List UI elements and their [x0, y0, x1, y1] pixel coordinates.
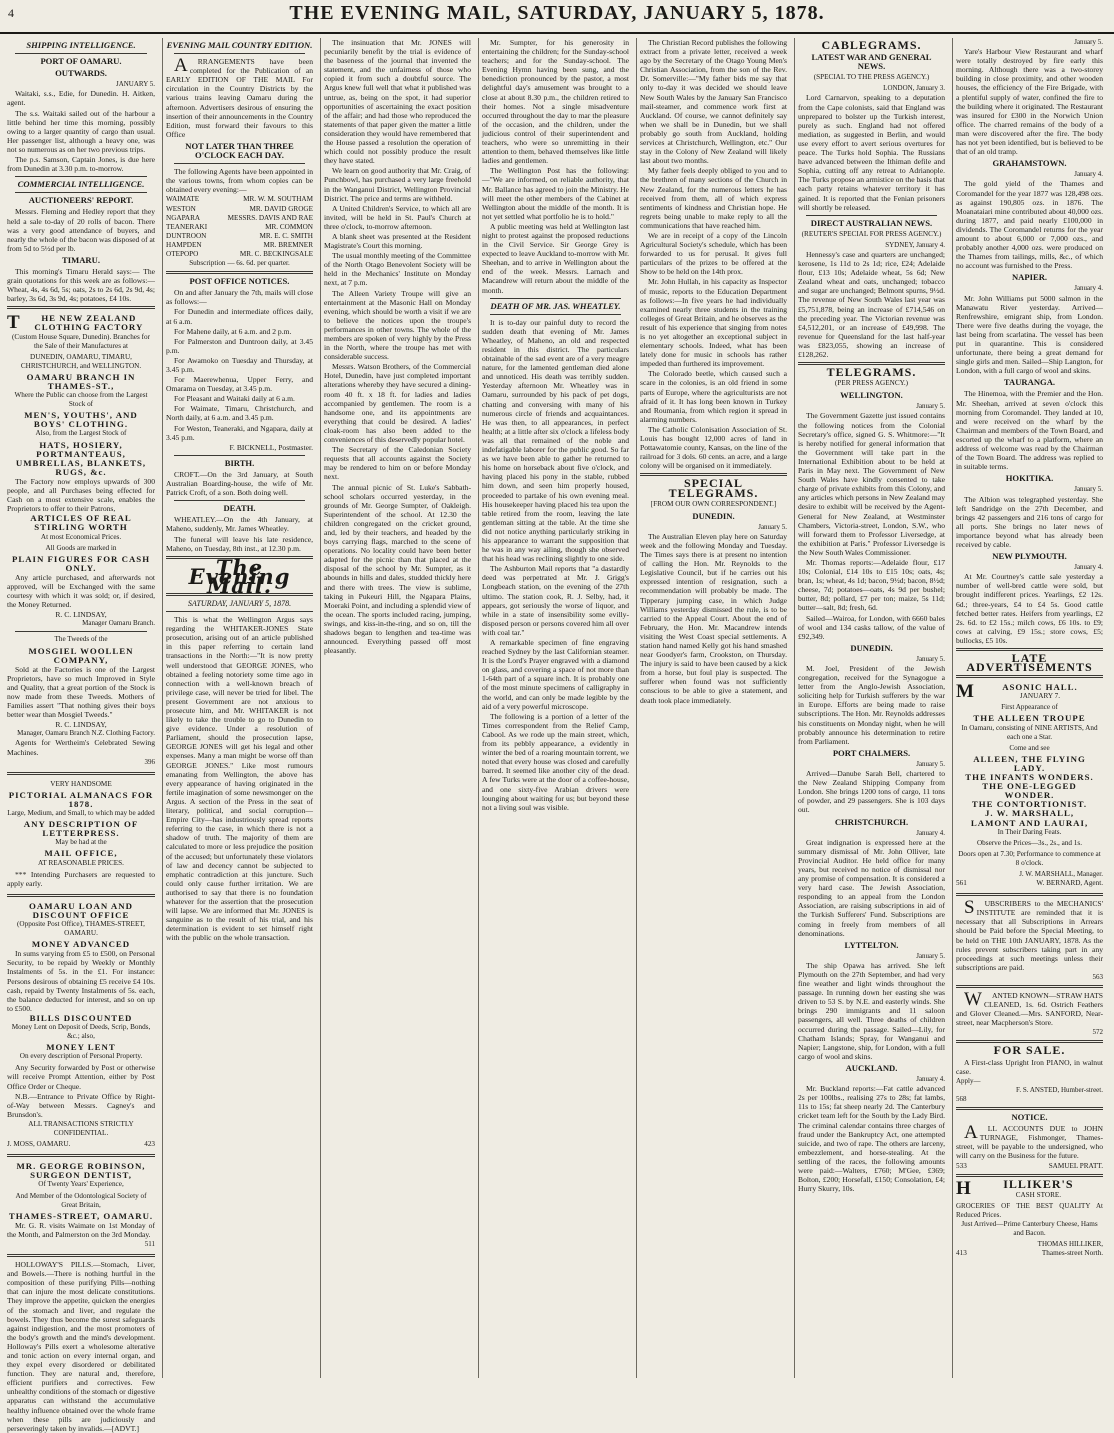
- article-paragraph: Sailed—Wairoa, for London, with 6660 bales of wool and 134 casks tallow, of the value of £92,349.: [798, 613, 945, 641]
- article-paragraph: The s.s. Waitaki sailed out of the harbour a little behind her time this morning, possibly owing to a larger quantity of cargo than usual. Her passenger list, although a heavy one, was not so numerous as on her two previous trips.: [7, 108, 155, 154]
- article-paragraph: ARRANGEMENTS have been completed for the Publication of an EARLY EDITION OF THE MAIL For circulation in the Country Districts by the various trains leaving Oamaru during the afternoon. Advertisers desirous of ensuring the insertion of their announcements in the Country Edition, must forward their favours to this Office: [166, 55, 313, 139]
- ad-number: 572: [1092, 1028, 1103, 1037]
- agent-town: NGAPARA: [166, 213, 201, 222]
- article-paragraph: A public meeting was held at Wellington last night to protest against the proposed reductions in the Civil Service. Sir George Grey is expected to leave Auckland to-morrow with Mr. Sheehan, and to arrive in Wellington about the end of the week. Messrs. Larnach and Macandrew will return about the middle of the month.: [482, 221, 629, 295]
- article-paragraph: It is to-day our painful duty to record the sudden death that evening of Mr. James Wheatley, of Maheno, an old and respected resident in this district. The particulars obtainable of the sad event are of a very meagre nature, for the lamented gentleman died alone and unnoticed. His death was terribly sudden. Yesterday afternoon Mr. Wheatley was in Oamaru, surrounded by his pack of pet dogs, chatting and conversing with many of his numerous circle of friends and acquaintances. He was then, to all appearances, in perfect health; at a little after six o'clock a lifeless body was all that remained of the noble and indefatigable laborer for the public good. So far as we have been able to gather he returned to his home on horseback about five o'clock, and having placed his pony in the stable, rubbed him down, and seen him properly housed, proceeded to partake of his own evening meal. His housekeeper having placed his tea upon the table retired from the room, leaving the late gentleman sitting at the table. At the time she did not notice anything particularly striking in his appearance to warrant the supposition that he was in any way ailing, though she observed that his head was reclining slightly to one side.: [482, 317, 629, 564]
- ad-number: 568: [956, 1094, 967, 1103]
- ad-title: MASONIC HALL.: [956, 681, 1078, 703]
- section-heading: SPECIAL TELEGRAMS.: [668, 476, 759, 500]
- article-paragraph: Yare's Harbour View Restaurant and wharf were totally destroyed by fire early this morning. Although there was a two-storey building in close proximity, and other wooden houses, the efficiency of the Fire Brigade, with a plentiful supply of water, confined the fire to the building where it originated. The Restaurant was insured for £300 in the Norwich Union office. The charred remains of the body of a man were discovered after the fire. The body has not yet been identified, but is believed to be that of an old tramp.: [956, 47, 1103, 157]
- ad-title: THE NEW ZEALAND CLOTHING FACTORY: [7, 312, 144, 334]
- dateline: SATURDAY, JANUARY 5, 1878.: [187, 598, 292, 608]
- article-paragraph: We are in receipt of a copy of the Lincoln Agricultural Society's schedule, which has been forwarded to us for perusal. It gives full particulars of the prizes to be offered at the Show to be held on the 14th prox.: [640, 230, 787, 277]
- ad-title: OAMARU BRANCH IN THAMES-ST.,: [26, 371, 136, 391]
- article-paragraph: Hennessy's case and quarters are unchanged; kerosene, 1s 11d to 2s 1d; rice, £24; Adelaide flour, £13 10s; Adelaide wheat, 5s 6d; New Zealand wheat and oats, unchanged; tobacco and sugar are unchanged; Belmont spurns, 9½d. The revenue of New South Wales last year was £5,751,878, being an increase of £714,546 on the preceding year. The Victorian revenue was £4,512,201, or an increase of £49,998. The revenue for Queensland for the last half-year was £823,055, showing an increase of £128,262.: [798, 249, 945, 359]
- article-paragraph: The gold yield of the Thames and Coromandel for the year 1877 was 128,498 ozs. as against 190,805 ozs. in 1876. The Moanataiari mine contributed about 40,000 ozs. during 1877, and paid nearly £100,000 in dividends. The Coromandel returns for the year amount to about 6,000 or 7,000 ozs., and probably another 4,000 ozs. were produced on the Thames from tailings, mills, &c., of which no account was furnished to the Press.: [956, 179, 1103, 271]
- agent-row: [166, 214, 313, 223]
- agent-town: WAIMATE: [166, 195, 200, 204]
- dateline: January 4.: [1074, 563, 1103, 572]
- article-paragraph: Waitaki, s.s., Edie, for Dunedin. H. Aitken, agent.: [7, 89, 155, 108]
- ad-text: (Custom House Square, Dunedin). Branches for the Sale of their Manufactures at: [12, 332, 150, 350]
- ad-text: Any article purchased, and afterwards not approved, will be Exchanged with the same courtesy with which it was sold; or, if desired, the Money Returned.: [7, 572, 155, 610]
- article-paragraph: The Christian Record publishes the following extract from a private letter, received a week ago by the Secretary of the Otago Young Men's Christian Association, from the son of the Rev. Dr. Somerville:—"My father bids me say that only to-day it was decided we should leave New South Wales by the January San Francisco mail-steamer, and commence work first at Auckland. Of course, we cannot definitely say when we shall be in Dunedin, but we shall probably go south from Auckland, holding services at Christchurch, Wellington, etc." Our stay in the Colony of New Zealand will likely last about two months.: [640, 38, 787, 166]
- ad-text: Apply—: [956, 1076, 981, 1085]
- dateline: January 5.: [916, 759, 945, 768]
- section-heading: TAURANGA.: [1003, 377, 1056, 388]
- ad-text: In Their Daring Feats.: [997, 827, 1062, 836]
- ad-text: N.B.—Entrance to Private Office by Right-of-Way between Messrs. Cagney's and Brunsdon's.: [7, 1091, 155, 1119]
- section-heading: BIRTH.: [224, 457, 255, 468]
- section-heading: DUNEDIN.: [850, 642, 893, 653]
- article-paragraph: CROFT.—On the 3rd January, at South Australian Boarding-house, the wife of Mr. Patrick Croft, of a son. Both doing well.: [166, 469, 313, 498]
- article-paragraph: We learn on good authority that Mr. Craig, of Punchbowl, has purchased a very large freehold in the Wanganui District, Wellington Provincial District. The price and terms are withheld.: [324, 166, 471, 203]
- article-paragraph: Mr. Sumpter, for his generosity in entertaining the children; for the Sunday-school teachers; and for the Sunday-school. The Evening Hymn having been sung, and the benediction pronounced by the pastor, a most delightful day's amusement was brought to a close at about 8.30 p.m., the children retired to their homes. Not a single misadventure occurred throughout the day to mar the pleasure of the occasion, and the children, under the judicious control of their superintendent and teachers, who were so unremitting in their attention to them, behaved themselves like little ladies and gentlemen.: [482, 38, 629, 166]
- ad-text: The Tweeds of the: [54, 635, 108, 644]
- article-paragraph: Lord Carnarvon, speaking to a deputation from the Cape colonists, said that England was unprepared to bolster up the Turkish interest, purely as such. England had not offered mediation, as suggested in Berlin, and would use every effort to avert serious overtures for peace. The Turks hold Sophia. The Russians have advanced between the Ithiman defile and Sophia, cutting off any retreat to Adrianople. The Turks propose an armistice on the basis that each party retains whatever territory it has gained. It is reported that the Fenian prisoners will shortly be released.: [798, 93, 945, 212]
- agent-name: MR. BREMNER: [263, 240, 313, 249]
- ad-title: MAIL OFFICE,: [44, 848, 118, 859]
- section-heading: DEATH OF MR. JAS. WHEATLEY.: [490, 300, 621, 311]
- article-paragraph: The following Agents have been appointed in the various towns, from whom copies can be obtained every evening:—: [166, 167, 313, 195]
- ad-text: Mr. G. R. visits Waimate on 1st Monday of the Month, and Palmerston on the 3rd Monday.: [7, 1220, 155, 1239]
- ad-text: On every description of Personal Property.: [19, 1052, 143, 1061]
- ad-title: MR. GEORGE ROBINSON,: [16, 1161, 146, 1172]
- agent-name: MR. E. C. SMITH: [259, 231, 313, 240]
- advertisement: [7, 778, 155, 891]
- page-columns: [4, 38, 1110, 1433]
- article-paragraph: The Hinemoa, with the Premier and the Hon. Mr. Sheehan, arrived at seven o'clock this morning from Coromandel. They landed at 10, and were received on the wharf by the Chairman and members of the Town Board, and escorted up the wharf to a platform, where an address of welcome was read by the Chairman of the Town Board. The address was replied to in suitable terms.: [956, 389, 1103, 472]
- dateline: January 4.: [916, 828, 945, 837]
- article-paragraph: This morning's Timaru Herald says:— The grain quotations for this week are as follows:—Wheat, 4s, 4s 6d, 5s; oats, 2s to 2s 6d, 2s 9d, 4s; barley, 3s 6d, 3s 9d, 4s; potatoes, £4 10s.: [7, 266, 155, 304]
- article-paragraph: On and after January the 7th, mails will close as follows:—: [166, 288, 313, 307]
- section-heading: NEW PLYMOUTH.: [992, 551, 1067, 562]
- agent-name: MESSRS. DAVIS AND RAE: [227, 213, 313, 222]
- ad-text: Agents for Wertheim's Celebrated Sewing Machines.: [7, 738, 155, 757]
- ad-text: Any Security forwarded by Post or otherwise will receive Prompt Attention, either by Post Office Order or Cheque.: [7, 1063, 155, 1091]
- ad-title: PICTORIAL ALMANACS FOR 1878.: [8, 789, 154, 809]
- column-1: [4, 38, 158, 1433]
- ad-text: CASH STORE.: [1015, 1190, 1062, 1199]
- dateline: January 5.: [758, 522, 787, 531]
- column-7: [952, 38, 1106, 1378]
- section-heading: NAPIER.: [1011, 272, 1048, 283]
- section-subheading: (PER PRESS AGENCY.): [834, 379, 909, 388]
- ad-title: BILLS DISCOUNTED: [29, 1012, 133, 1023]
- article-paragraph: Mr. Thomas reports:—Adelaide flour, £17 10s; Colonial, £14 10s to £15 10s; oats, 4s; bran, 1s; wheat, 4s 1d; bacon, 9½d; bacon, 8½d; cheese, 7d; potatoes—oats, 4s 9d per bushel; butter, 8d; pollard, £7 per ton; maize, 5s 11d; butter—salt, 8d; fresh, 6d.: [798, 557, 945, 613]
- ad-title: J. W. MARSHALL,: [984, 808, 1075, 819]
- section-heading: GRAHAMSTOWN.: [992, 158, 1067, 169]
- masthead: [0, 0, 1114, 34]
- dateline: January 4.: [1074, 170, 1103, 179]
- dateline: JANUARY 5.: [115, 80, 155, 89]
- ad-signature: R. C. LINDSAY,: [55, 610, 107, 620]
- section-heading: TELEGRAMS.: [826, 365, 917, 380]
- ad-text: May be had at the: [55, 838, 107, 847]
- ad-text: WANTED KNOWN—STRAW HATS CLEANED, 1s. 6d. Ostrich Feathers and Glover Cleaned.—Mrs. SANFORD, Near-street, near Macpherson's Store.: [956, 989, 1103, 1028]
- ad-signature: SAMUEL PRATT.: [1048, 1161, 1103, 1170]
- agent-town: DUNTROON: [166, 231, 207, 240]
- ad-text: And Member of the Odontological Society of Great Britain,: [15, 1191, 147, 1209]
- agent-list: [166, 195, 313, 259]
- ad-text: Observe the Prices—3s., 2s., and 1s.: [976, 838, 1082, 847]
- mail-schedule-item: For Awamoko on Tuesday and Thursday, at 3.45 p.m.: [166, 355, 313, 374]
- subscription-note: Subscription — 6s. 6d. per quarter.: [189, 259, 290, 268]
- section-heading: NOT LATER THAN THREE O'CLOCK EACH DAY.: [185, 140, 294, 161]
- article-paragraph: A remarkable specimen of fine engraving reached Sydney by the last Californian steamer. It is the Lord's Prayer engraved with a diamond on glass, and covering a space of not more than 1-64th part of a square inch. It is probably one of the most minute specimens of calligraphy in the world, and can only be made legible by the aid of a very powerful microscope.: [482, 638, 629, 711]
- ad-title: MONEY LENT: [46, 1042, 116, 1053]
- article-paragraph: My father feels deeply obliged to you and to the brethren of many sections of the Church in New Zealand, for the numerous letters he has received from them, all of which express sentiments of kindness and Christian hope. He regrets being unable to make reply to all the communications that have reached him.: [640, 166, 787, 230]
- section-heading: EVENING MAIL COUNTRY EDITION.: [166, 40, 313, 50]
- article-paragraph: A United Children's Service, to which all are invited, will be held in St. Paul's Church at three o'clock, to-morrow afternoon.: [324, 203, 471, 231]
- column-6: [794, 38, 948, 1378]
- agent-row: [166, 250, 313, 259]
- mail-schedule-item: For Pleasant and Waitaki daily at 6 a.m.: [174, 394, 295, 404]
- mail-schedule-item: For Mahene daily, at 6 a.m. and 2 p.m.: [174, 326, 292, 336]
- section-heading: DUNEDIN.: [692, 510, 735, 521]
- section-heading: HOKITIKA.: [1005, 473, 1054, 484]
- article-paragraph: At Mr. Courtney's cattle sale yesterday a number of well-bred cattle were sold, but brought indifferent prices. Yearlings, £2 12s. 6d.; three-years, £4 to £4 5s. Good cattle fetched better rates. Heifers from yearlings, £2 2s. 6d. to £2 15s.; milch cows, £6 10s. to £9; cows at calving, £9 15s.; store cows, £5; bullocks, £5 10s.: [956, 572, 1103, 645]
- ad-title: PLAIN FIGURES FOR CASH ONLY.: [11, 553, 151, 573]
- article-paragraph: Messrs. Fleming and Hedley report that they held a sale to-day of 20 rolls of bacon. There was a very good attendance of buyers, and nearly the whole of the bacon was disposed of at from 5d to 5½d per lb.: [7, 207, 155, 253]
- ad-title: MEN'S, YOUTHS', AND BOYS' CLOTHING.: [24, 410, 138, 430]
- article-paragraph: Messrs. Watson Brothers, of the Commercial Hotel, Dunedin, have just completed important alterations whereby they have secured a dining-room 40 ft. x 18 ft. for ladies and ladies accompanied by gentlemen. The room is a handsome one, and its appointments are everything that could be desired. A ladies' cloak-room has also been added to the conveniences of this deservedly popular hotel.: [324, 362, 471, 445]
- ad-number: 413: [956, 1249, 967, 1258]
- mail-schedule-item: For Dunedin and intermediate offices daily, at 6 a.m.: [166, 307, 313, 326]
- section-heading: PORT CHALMERS.: [832, 747, 911, 758]
- ad-text: JANUARY 7.: [1019, 692, 1060, 701]
- section-heading: DEATH.: [223, 503, 256, 514]
- agent-name: MR. COMMON: [265, 222, 313, 231]
- article-paragraph: The insinuation that Mr. JONES will pecuniarily benefit by the trial is evidence of the baseness of the journal that invented the statement, and the unfairness of those who copied it from such a doubtful source. The Argus knew full well that what it published was untrue, as, being on the spot, it had superior opportunities of ascertaining the exact position of the affair; and had those who reproduced the statements of that paper given the matter a little consideration they would have remembered that the House passed a resolution the operation of which could not possibly produce the result they have stated.: [324, 38, 471, 166]
- ad-text: Doors open at 7.30; Performance to commence at 8 o'clock.: [958, 849, 1101, 867]
- article-paragraph: The following is a portion of a letter of the Times correspondent from the Relief Camp, Cabool. As we rode up the main street, which, from its pebbly appearance, a evidently in winter the bed of a roaring mountain torrent, we noted that every house was closed and carefully barred. It seemed like another city of the dead. A few Turks were at the door of a coffee-house, and one sixty-five Arabian drivers were lounging about waiting for us; but beyond these not a living soul was visible.: [482, 711, 629, 812]
- section-heading: LATE ADVERTISEMENTS: [966, 651, 1093, 675]
- ad-signature: F. S. ANSTED, Humber-street.: [1016, 1085, 1103, 1094]
- ad-signature: W. BERNARD, Agent.: [1036, 879, 1103, 888]
- article-paragraph: The Colorado beetle, which caused such a scare in the colonies, is an old friend in some parts of Europe, where the agriculturists are not afraid of it. It has long been known in Turkey and Roumania, from which region it spread in alarming numbers.: [640, 369, 787, 424]
- dateline: SYDNEY, January 4.: [885, 240, 945, 249]
- article-paragraph: This is what the Wellington Argus says regarding the WHITAKER-JONES State prosecution, arising out of an article published in this paper referring to certain land transactions in the North:—"It is now pretty well understood that GEORGE JONES, who obtained a feeling notoriety some time ago in connection with a well-known breach of privilege case, will never be tried for libel. The present Government are not anxious to prosecute him, and Mr. WHITAKER is not likely to take the trouble to go to Dunedin to give evidence. Under a resolution of Parliament, should the prosecution lapse, GEORGE JONES will get his legal and other expenses. Many a man might be worse off than GEORGE JONES." Like most rumours emanating from Wellington, the above has every appearance of having originated in the fertile imagination of some newsmonger on the Argus. A section of the Press in the seat of literary, political, and social corruption—Empire City—has industriously spread reports referring to the case, in which there is not a shadow of truth. The majority of them are calculated to more or less prejudice the position of the accused; but unfortunately these violators of law and decency cannot be subjected to emphatic contradiction at this juncture. Such could only cause further irritation. We are authorised to say that there is no foundation whatever for the assertion that the prosecution will lapse. We are informed that Mr. JONES is sanguine as to the result of his trial, and his determination is evident to set himself right with the public on the whole transaction.: [166, 615, 313, 943]
- ad-text: ALL TRANSACTIONS STRICTLY CONFIDENTIAL.: [28, 1119, 134, 1138]
- dateline: January 5.: [916, 402, 945, 411]
- advertisement: [7, 312, 155, 768]
- column-2: [162, 38, 316, 1378]
- mail-schedule-item: For Maerewhenua, Upper Ferry, and Omarama on Tuesday, at 3.45 p.m.: [166, 375, 313, 394]
- section-heading: AUCTIONEERS' REPORT.: [28, 195, 134, 206]
- ad-number: 423: [144, 1140, 155, 1149]
- article-paragraph: The Government Gazette just issued contains the following notices from the Colonial Secretary's office, signed G. S. Whitmore:—"It is hereby notified for general information that the Government will take part in the International Exhibition about to be held at Paris in May next. The Government of New South Wales have kindly consented to take charge of private exhibits from this Colony, and any articles which persons in New Zealand may desire to exhibit will be received by the Agent-General for New Zealand, at Westminster Chambers, Victoria-street, London, S.W., who will forward them to Professor Liversedge, at the exhibition at Paris." Professor Liversedge is the New South Wales Commissioner.: [798, 411, 945, 557]
- article-paragraph: The usual monthly meeting of the Committee of the North Otago Benevolent Society will be held in the Mechanics' Institute on Monday next, at 7 p.m.: [324, 251, 471, 288]
- ad-signature: J. W. MARSHALL, Manager.: [1019, 869, 1103, 878]
- mail-list: [166, 307, 313, 441]
- section-heading: LATEST WAR AND GENERAL NEWS.: [811, 52, 932, 72]
- dateline: January 4.: [1074, 284, 1103, 293]
- ad-number: 511: [144, 1239, 155, 1248]
- article-paragraph: The Albion was telegraphed yesterday. She left Sandridge on the 27th December, and brings 42 passengers and 216 tons of cargo for all ports. She brings no later news of importance beyond what has already been received by cable.: [956, 494, 1103, 549]
- ad-text: AT REASONABLE PRICES.: [38, 858, 124, 867]
- ad-text: *** Intending Purchasers are requested to apply early.: [7, 869, 155, 888]
- ad-text: Where the Public can choose from the Largest Stock of: [14, 391, 148, 409]
- agent-row: [166, 223, 313, 232]
- section-subheading: (REUTER'S SPECIAL FOR PRESS AGENCY.): [801, 229, 942, 238]
- mail-schedule-item: For Palmerston and Duntroon daily, at 3.45 p.m.: [166, 336, 313, 355]
- ad-text: Of Twenty Years' Experience,: [38, 1180, 124, 1189]
- section-heading: PORT OF OAMARU.: [40, 56, 122, 67]
- section-subheading: [FROM OUR OWN CORRESPONDENT.]: [650, 499, 777, 508]
- section-heading: COMMERCIAL INTELLIGENCE.: [17, 179, 145, 190]
- section-heading: AUCKLAND.: [845, 1062, 898, 1073]
- dateline: January 5.: [916, 951, 945, 960]
- ad-title: MOSGIEL WOOLLEN COMPANY,: [28, 645, 134, 665]
- ad-title: NOTICE.: [1011, 1112, 1048, 1123]
- dateline: January 5.: [1074, 38, 1103, 46]
- ad-number: 533: [956, 1161, 967, 1170]
- agent-town: HAMPDEN: [166, 240, 202, 249]
- dateline: LONDON, January 3.: [883, 84, 945, 93]
- ad-title: THE ONE-LEGGED WONDER.: [982, 781, 1077, 801]
- ad-title: THAMES-STREET, OAMARU.: [8, 1210, 154, 1221]
- ad-title: SURGEON DENTIST,: [30, 1170, 132, 1181]
- agent-town: OTEPOPO: [166, 249, 199, 258]
- ad-title: ALLEEN, THE FLYING LADY.: [973, 753, 1086, 773]
- section-heading: OUTWARDS.: [55, 68, 107, 79]
- ad-text: All Goods are marked in: [45, 543, 117, 552]
- ad-text: (Opposite Post Office), THAMES-STREET, OAMARU.: [17, 919, 145, 938]
- agent-row: [166, 195, 313, 204]
- section-heading: DIRECT AUSTRALIAN NEWS.: [810, 217, 933, 228]
- ad-title: HILLIKER'S: [956, 1176, 1074, 1199]
- section-heading: CABLEGRAMS.: [821, 38, 922, 52]
- page-title: THE EVENING MAIL, SATURDAY, JANUARY 5, 1878.: [289, 2, 825, 24]
- ad-text: ALL ACCOUNTS DUE to JOHN TURNAGE, Fishmonger, Thames-street, will be payable to the undersigned, who will carry on the Business for the future.: [956, 1122, 1103, 1161]
- article-paragraph: HOLLOWAY'S PILLS.—Stomach, Liver, and Bowels.—There is nothing hurtful in the composition of these purifying Pills—nothing that can injure the most delicate constitutions. They improve the appetite, quicken the energies of the stomach and liver, and regulate the bowels. They thus become the surest safeguards against indigestion, and the most promoters of the body's growth and the mind's development. Holloway's Pills exert a wholesome alterative and tonic action on every internal organ, and they expel every disordered or debilitated function. They are natural and, therefore, efficient purifiers and correctives. Few unhealthy conditions of the stomach or digestive apparatus can withstand the accumulative healthy influence obtained over the whole frame when these pills are judiciously and perseveringly taken by invalids.—[ADVT.]: [7, 1260, 155, 1433]
- advertisement: [7, 900, 155, 1151]
- article-paragraph: The Wellington Post has the following:—"We are informed, on reliable authority, that Mr. Ballance has agreed to join the Ministry. He will meet the other members of the Cabinet at Wellington about the middle of the month. It is not yet settled what portfolio he is to hold.": [482, 166, 629, 221]
- ad-text: SUBSCRIBERS to the MECHANICS' INSTITUTE are reminded that it is necessary that all Subscriptions in Arrears should be Paid before the Special Meeting, to be held on THE 10th JANUARY, 1878. As the rules prevent subscribers taking part in any proceedings at such meetings unless their subscriptions are paid.: [956, 897, 1103, 972]
- advertisement: [956, 681, 1103, 890]
- ad-title: THE ALLEEN TROUPE: [973, 713, 1086, 724]
- ad-signature: Manager, Oamaru Branch N.Z. Clothing Factory.: [17, 729, 155, 738]
- ad-signature: Thames-street North.: [1041, 1249, 1103, 1258]
- column-3: [320, 38, 474, 1378]
- ad-number: 563: [1092, 972, 1103, 981]
- ad-title: OAMARU LOAN AND DISCOUNT OFFICE: [29, 900, 133, 920]
- ad-text: First Appearance of: [1001, 703, 1058, 712]
- article-paragraph: The Secretary of the Caledonian Society requests that all accounts against the Society may be rendered to him on or before Monday next.: [324, 445, 471, 482]
- agent-row: [166, 205, 313, 214]
- mail-schedule-item: For Waimate, Timaru, Christchurch, and North daily, at 6 a.m. and 3.45 p.m.: [166, 404, 313, 423]
- ad-text: Money Lent on Deposit of Deeds, Scrip, Bonds, &c.; also,: [11, 1023, 151, 1041]
- ad-title: LAMONT AND LAURAI,: [970, 817, 1089, 828]
- ad-title: ANY DESCRIPTION OF LETTERPRESS.: [23, 819, 139, 839]
- dateline: January 4.: [916, 1075, 945, 1084]
- ad-signature: J. MOSS, OAMARU.: [7, 1140, 71, 1149]
- article-paragraph: The ship Opawa has arrived. She left Plymouth on the 27th September, and had very fine weather and light winds throughout the passage. In running down her easting she was driven to 53 S. by N.E. and easterly winds. She brings 290 immigrants and 11 saloon passengers, all well. Three deaths of children occurred during the passage. Sailed—Lily, for Chatham Islands; Spray, for Wanganui and Napier; Langstone, ship, for London, with a full cargo of wool and skins.: [798, 960, 945, 1061]
- ad-text: Large, Medium, and Small, to which may be added: [7, 809, 155, 818]
- ad-number: 396: [144, 757, 155, 766]
- agent-name: MR. C. BECKINGSALE: [239, 249, 313, 258]
- section-heading: WELLINGTON.: [840, 390, 903, 401]
- section-heading: TIMARU.: [62, 254, 100, 265]
- agent-row: [166, 232, 313, 241]
- ad-signature: THOMAS HILLIKER,: [1037, 1240, 1103, 1249]
- article-paragraph: M. Joel, President of the Jewish congregation, received for the Synagogue a letter from the Anglo-Jewish Association, soliciting help for Turkish sufferers by the war in Europe. Efforts are being made to raise subscriptions. The Hon. Mr. Reynolds addresses his constituents on Monday night, when he will probably announce his determination to retire from Parliament.: [798, 664, 945, 746]
- column-5: [636, 38, 790, 1378]
- article-paragraph: WHEATLEY.—On the 4th January, at Maheno, suddenly, Mr. James Wheatley.: [166, 515, 313, 534]
- agent-name: MR. DAVID GROGE: [249, 204, 313, 213]
- ad-text: Sold at the Factories is one of the Largest Proprietors, have so much Improved in Style and Quality, that a great portion of the Stock is now made from these Tweeds. Mothers of Families assert "That nothing gives their boys better wear than Mosgiel Tweeds.": [7, 664, 155, 720]
- ad-text: The Factory now employs upwards of 300 people, and all Purchases being effected for Cash on a most extensive scale, enables the Proprietors to offer to their Patrons,: [7, 476, 155, 514]
- advertisement: [7, 1160, 155, 1251]
- ad-signature: Manager Oamaru Branch.: [82, 619, 155, 628]
- ad-title: HATS, HOSIERY, PORTMANTEAUS, UMBRELLAS, BLANKETS, RUGS, &c.: [15, 439, 147, 477]
- section-heading: POST OFFICE NOTICES.: [189, 276, 290, 287]
- page-number: 4: [8, 6, 14, 20]
- article-paragraph: A blank sheet was presented at the Resident Magistrate's Court this morning.: [324, 231, 471, 251]
- article-paragraph: Great indignation is expressed here at the summary dismissal of Mr. John Olliver, late Provincial Auditor. He held office for many years, but received no notice of dismissal nor any promise of compensation. It is considered a very hard case. The Jewish Association, responding to an appeal from the London Association, are raising subscriptions in aid of the Turkish Sufferers' Fund. Subscriptions are coming in freely from members of all denominations.: [798, 837, 945, 938]
- ad-text: Just Arrived—Prime Canterbury Cheese, Hams and Bacon.: [961, 1219, 1098, 1238]
- article-paragraph: Mr. John Hullah, in his capacity as Inspector of music, reports to the Education Department as follows:—In five years he had individually examined nearly three students in the training colleges of Great Britain, and he observes as the result of his experience that singing from notes is no yet altogether an exceptional subject in elementary schools. Indeed, what has been lately done for music in schools has rather impeded than furthered its improvement.: [640, 277, 787, 369]
- dateline: January 5.: [1074, 485, 1103, 494]
- ad-text: A First-class Upright Iron PIANO, in walnut case.: [956, 1057, 1103, 1076]
- column-4: [478, 38, 632, 1378]
- article-paragraph: Mr. John Williams put 5000 salmon in the Manawatu River yesterday. Arrived—Renfrewshire, emigrant ship, from London. There were five deaths during the voyage, the last being from scarlatina. The vessel has been put in quarantine. This is considered unfortunate, there being a great demand for single girls and men. Sailed—Ship Langton, for London, with a full cargo of wool and skins.: [956, 293, 1103, 376]
- article-paragraph: The funeral will leave his late residence, Maheno, on Tuesday, 8th inst., at 12.30 p.m.: [166, 534, 313, 553]
- agent-town: TEANERAKI: [166, 222, 208, 231]
- section-heading: CHRISTCHURCH.: [834, 816, 909, 827]
- article-paragraph: The Catholic Colonisation Association of St. Louis has bought 12,000 acres of land in Pottawatomie county, Kansas, on the line of the railroad for 3 dols. 60 cents. an acre, and a large colony will be organised on it immediately.: [640, 424, 787, 471]
- ad-text: In Oamaru, consisting of NINE ARTISTS, And each one a Star.: [961, 723, 1098, 741]
- section-heading: SHIPPING INTELLIGENCE.: [26, 40, 136, 50]
- ad-text: At most Economical Prices.: [40, 532, 122, 541]
- dateline: January 5.: [916, 654, 945, 663]
- article-paragraph: The Alleen Variety Troupe will give an entertainment at the Masonic Hall on Monday evening, which should be worth a visit if we are to believe the notices upon the troupe's performances in other towns. The whole of the members are spoken of very highly by the Press in the North, where the troupe has met with considerable success.: [324, 288, 471, 362]
- article-paragraph: The Ashburton Mail reports that "a dastardly deed was perpetrated at Mr. J. Grigg's Longbeach station, on the evening of the 27th ultimo. The station cook, R. J. Selby, had, it appears, got seriously the worse of liquor, and while in a state of insensibility some evilly-disposed person or persons covered him all over with coal tar.": [482, 564, 629, 637]
- agent-town: WESTON: [166, 204, 196, 213]
- article-paragraph: Mr. Buckland reports:—Fat cattle advanced 2s per 100lbs., realising 27s to 28s; fat lambs, 11s to 15s; fat sheep nearly 2d. The Canterbury cricket team left for the South by the Lady Bird. The criminal calendar contains three charges of fraud under the Bankruptcy Act, one attempted suicide, and two of rape. The others are larceny, embezzlement, and horse-stealing. At the settling of the races, the following amounts were paid:—Walters, £760; M'Gee, £369; Bolton, £200; Horsefall, £150; Consolation, £4; Hurry Skurry, 10s.: [798, 1084, 945, 1194]
- article-paragraph: The p.s. Samson, Captain Jones, is due here from Dunedin at 3.30 p.m. to-morrow.: [7, 155, 155, 174]
- ad-text: DUNEDIN, OAMARU, TIMARU, CHRISTCHURCH, and WELLINGTON.: [20, 352, 142, 370]
- ad-text: VERY HANDSOME: [50, 779, 112, 788]
- agent-name: MR. W. M. SOUTHAM: [243, 195, 313, 204]
- agent-row: [166, 241, 313, 250]
- section-subheading: (SPECIAL TO THE PRESS AGENCY.): [813, 73, 930, 82]
- ad-signature: R. C. LINDSAY,: [55, 720, 107, 730]
- signature: F. BICKNELL, Postmaster.: [229, 442, 313, 452]
- ad-title: ARTICLES OF REAL STIRLING WORTH: [30, 513, 132, 533]
- newspaper-nameplate: The Evening Mail.: [188, 554, 291, 598]
- ad-title: FOR SALE.: [993, 1043, 1066, 1058]
- ad-title: GROCERIES OF THE BEST QUALITY At Reduced Prices.: [956, 1201, 1103, 1219]
- article-paragraph: The annual picnic of St. Luke's Sabbath-school scholars occurred yesterday, in the grounds of Mr. George Sumpter, of Oakleigh. Superintendent of the school. At 12.30 the children congregated on the cricket ground, and, led by their teachers, and headed by the boys carrying flags, marched to the scene of operations. No locality could have been better adapted for the picnic than that placed at the disposal of the school by Mr. Sumpter, as it abounds in hills and dales, studded thickly here and there with trees. The view is sublime, taking in Pukeuri Hill, the Ngapara Plains, Moeraki Point, and including a splendid view of the ocean. The sports included racing, jumping, swings, and kiss-in-the-ring, and so on, till the shadows began to lengthen and tea-time was announced. Everything passed off most pleasantly.: [324, 482, 471, 656]
- ad-text: Also, from the Largest Stock of: [35, 429, 127, 438]
- article-paragraph: Arrived—Danube Sarah Bell, chartered to the New Zealand Shipping Company from London. She brings 1200 tons of cargo, 11 tons of powder, and 29 passengers. She is 103 days out.: [798, 769, 945, 815]
- ad-title: THE INFANTS WONDERS.: [965, 772, 1094, 783]
- ad-text: Come and see: [1009, 743, 1050, 752]
- ad-title: MONEY ADVANCED: [31, 939, 131, 950]
- mail-schedule-item: For Weston, Teaneraki, and Ngapara, daily at 3.45 p.m.: [166, 423, 313, 442]
- section-heading: LYTTELTON.: [844, 939, 899, 950]
- ad-text: In sums varying from £5 to £500, on Personal Security, to be repaid by Weekly or Monthly Instalments of 5s. in the £1. For instance: Persons desirous of obtaining £5 receive £4 10s. cash, repaid by Twenty Instalments of 5s. each, the balance deducted for interest, and so on up to £500.: [7, 949, 155, 1013]
- article-paragraph: The Australian Eleven play here on Saturday week and the following Monday and Tuesday. The Times says there is at present no intention of calling the Hon. Mr. Reynolds to the Legislative Council, but if he carries out his expressed intention of resignation, such a recommendation will probably be made. The Tipperary jumping case, in which Judge Williams yesterday dismissed the rule, is to be carried to the Appeal Court. About the end of February, the Hon. Mr. Macandrew intends visiting the West Coast special settlements. A station hand named Kelly got his hand smashed near Goodyer's farm, Crookston, on Thursday. The injury is said to have been caused by a kick from a horse, but foul play is suspected. The sufferer when found was not sufficiently conscious to be able to give a statement, and death took place immediately.: [640, 531, 787, 705]
- ad-title: THE CONTORTIONIST.: [971, 799, 1088, 810]
- ad-number: 561: [956, 879, 967, 888]
